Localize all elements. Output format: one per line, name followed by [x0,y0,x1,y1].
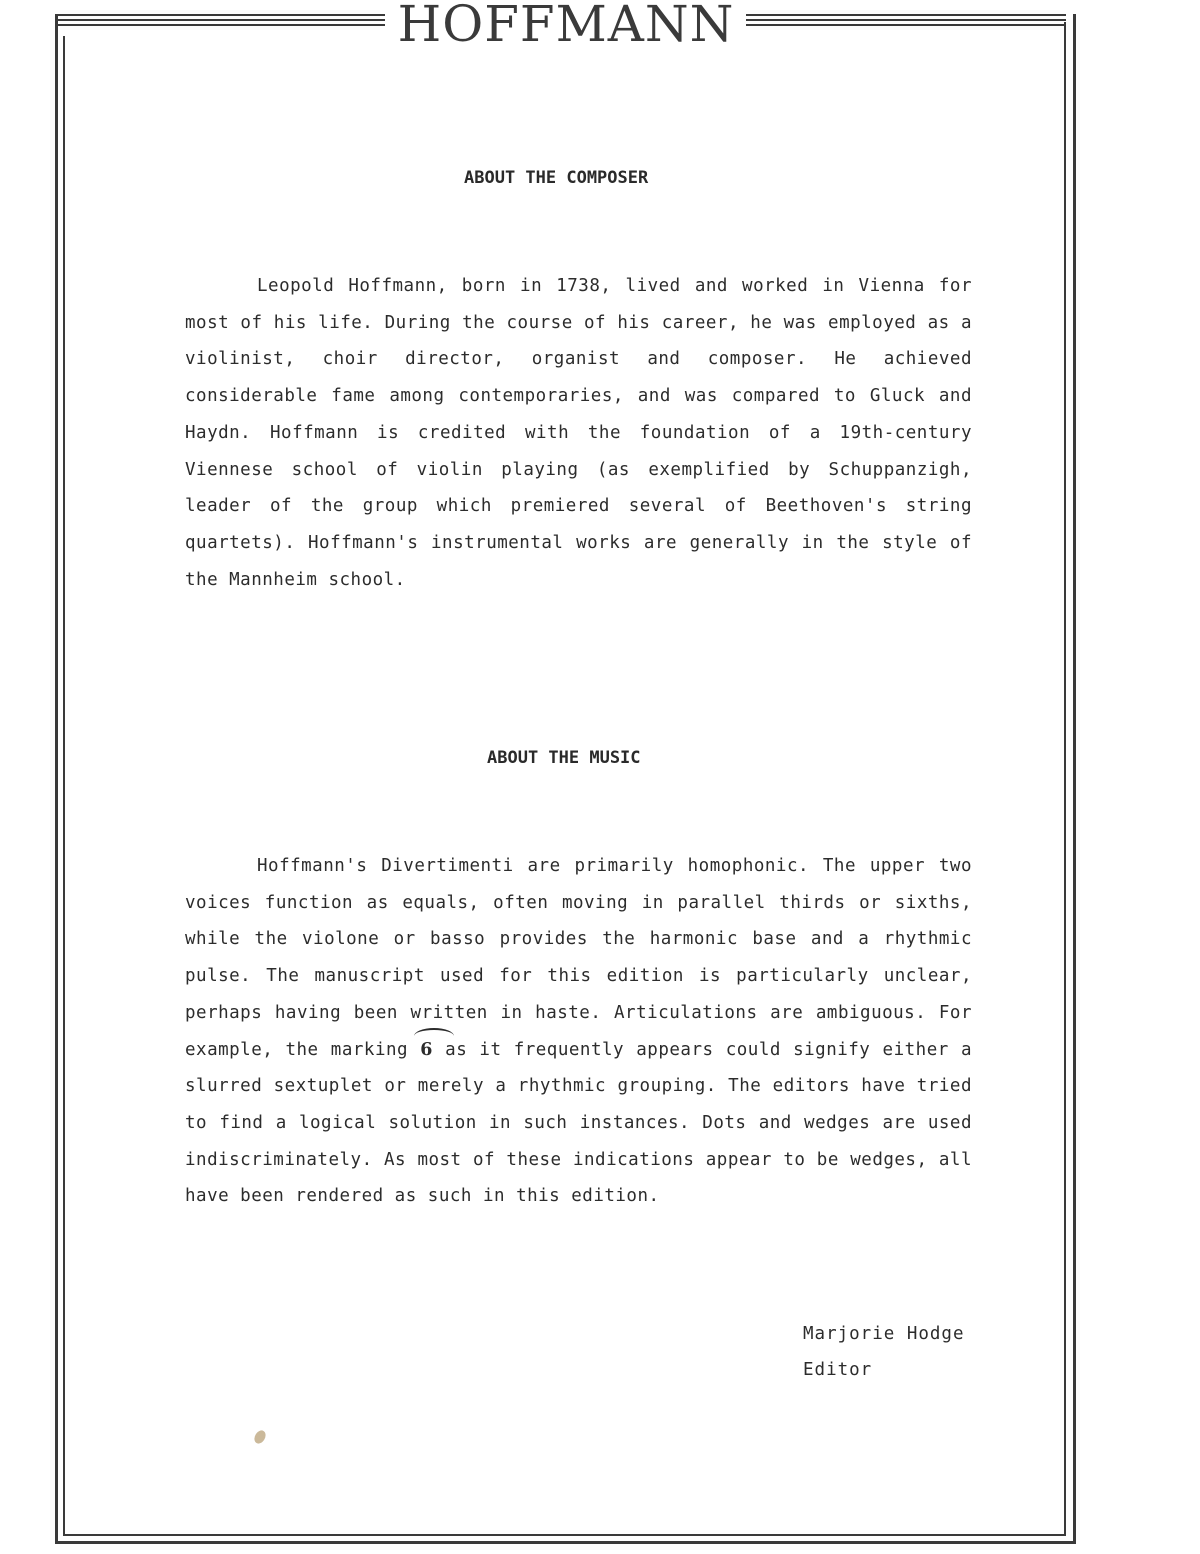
top-rule-left [55,14,385,26]
music-paragraph [185,848,972,1215]
sextuplet-marking: 6 [420,1039,433,1060]
editor-name: Marjorie Hodge [803,1324,965,1344]
bottom-border-outer [55,1541,1076,1544]
composer-heading: ABOUT THE COMPOSER [464,168,649,188]
composer-body-text: Leopold Hoffmann, born in 1738, lived and worked in Vienna for most of his life. During the course of his career, he was employed as a violinist, choir director, organist and composer. He achieved considerable fame among contemporaries, and was compared to Gluck and Haydn. Hoffmann is credited with the foundation of a 19th-century Viennese school of violin playing (as exemplified by Schuppanzigh, leader of the group which premiered several of Beethoven's string quartets). Hoffmann's instrumental works are generally in the style of the Mannheim school. [185,276,972,590]
top-rule-right [746,14,1066,26]
left-border-inner [63,36,65,1536]
page-title: HOFFMANN [397,0,735,53]
right-border-inner [1064,22,1066,1536]
right-border-outer [1073,14,1076,1544]
bottom-border-inner [63,1534,1066,1536]
music-heading: ABOUT THE MUSIC [487,748,641,768]
left-border-outer [55,14,58,1544]
composer-paragraph [185,268,972,598]
editor-role: Editor [803,1360,873,1380]
music-body-text-part1: Hoffmann's Divertimenti are primarily homophonic. The upper two voices function as equals, often moving in parallel thirds or sixths, while the violone or basso provides the harmonic base and a rhythmic pulse. The manuscript used for this edition is particularly unclear, perhaps having been written in haste. Articulations are ambiguous. For example, the marking [185,856,972,1060]
music-body-text-part2: as it frequently appears could signify either a slurred sextuplet or merely a rhythmic grouping. The editors have tried to find a logical solution in such instances. Dots and wedges are used indiscriminately. As most of these indications appear to be wedges, all have been rendered as such in this edition. [185,1039,972,1207]
paper-stain [252,1428,268,1445]
